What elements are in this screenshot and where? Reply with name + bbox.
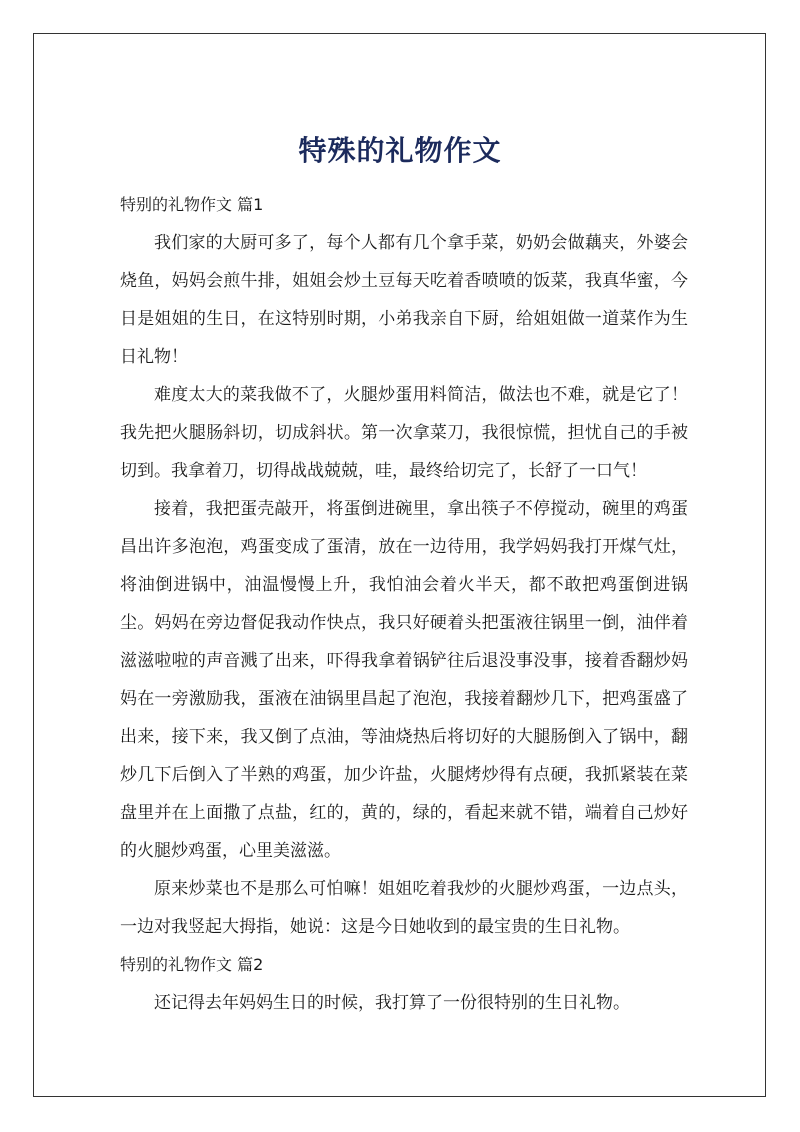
section-1-paragraph-3: 接着，我把蛋壳敲开，将蛋倒进碗里，拿出筷子不停搅动，碗里的鸡蛋昌出许多泡泡，鸡蛋变成了蛋清，放在一边待用，我学妈妈我打开煤气灶，将油倒进锅中，油温慢慢上升，我怕油会着火半天，都不敢把鸡蛋倒进锅尘。妈妈在旁边督促我动作快点，我只好硬着头把蛋液往锅里一倒，油伴着滋滋啦啦的声音溅了出来，吓得我拿着锅铲往后退没事没事，接着香翻炒妈妈在一旁激励我，蛋液在油锅里昌起了泡泡，我接着翻炒几下，把鸡蛋盛了出来，接下来，我又倒了点油，等油烧热后将切好的大腿肠倒入了锅中，翻炒几下后倒入了半熟的鸡蛋，加少许盐，火腿烤炒得有点硬，我抓紧装在菜盘里并在上面撒了点盐，红的，黄的，绿的，看起来就不错，端着自己炒好的火腿炒鸡蛋，心里美滋滋。 [120,499,688,861]
document-body [120,186,688,1022]
document-title: 特殊的礼物作文 [298,133,502,167]
section-heading-2: 特别的礼物作文 篇2 [120,955,264,974]
section-1-paragraph-2: 难度太大的菜我做不了，火腿炒蛋用料简洁，做法也不难，就是它了！我先把火腿肠斜切，切成斜状。第一次拿菜刀，我很惊慌，担忧自己的手被切到。我拿着刀，切得战战兢兢，哇，最终给切完了，长舒了一口气！ [120,385,688,481]
section-heading-1: 特别的礼物作文 篇1 [120,195,264,214]
section-2 [120,946,688,1022]
section-1 [120,186,688,946]
section-2-paragraph-1: 还记得去年妈妈生日的时候，我打算了一份很特别的生日礼物。 [154,993,630,1013]
section-1-paragraph-1: 我们家的大厨可多了，每个人都有几个拿手菜，奶奶会做藕夹，外婆会烧鱼，妈妈会煎牛排，姐姐会炒土豆每天吃着香喷喷的饭菜，我真华蜜，今日是姐姐的生日，在这特别时期，小弟我亲自下厨，给姐姐做一道菜作为生日礼物！ [120,233,688,367]
section-1-paragraph-4: 原来炒菜也不是那么可怕嘛！姐姐吃着我炒的火腿炒鸡蛋，一边点头，一边对我竖起大拇指，她说：这是今日她收到的最宝贵的生日礼物。 [120,879,688,937]
